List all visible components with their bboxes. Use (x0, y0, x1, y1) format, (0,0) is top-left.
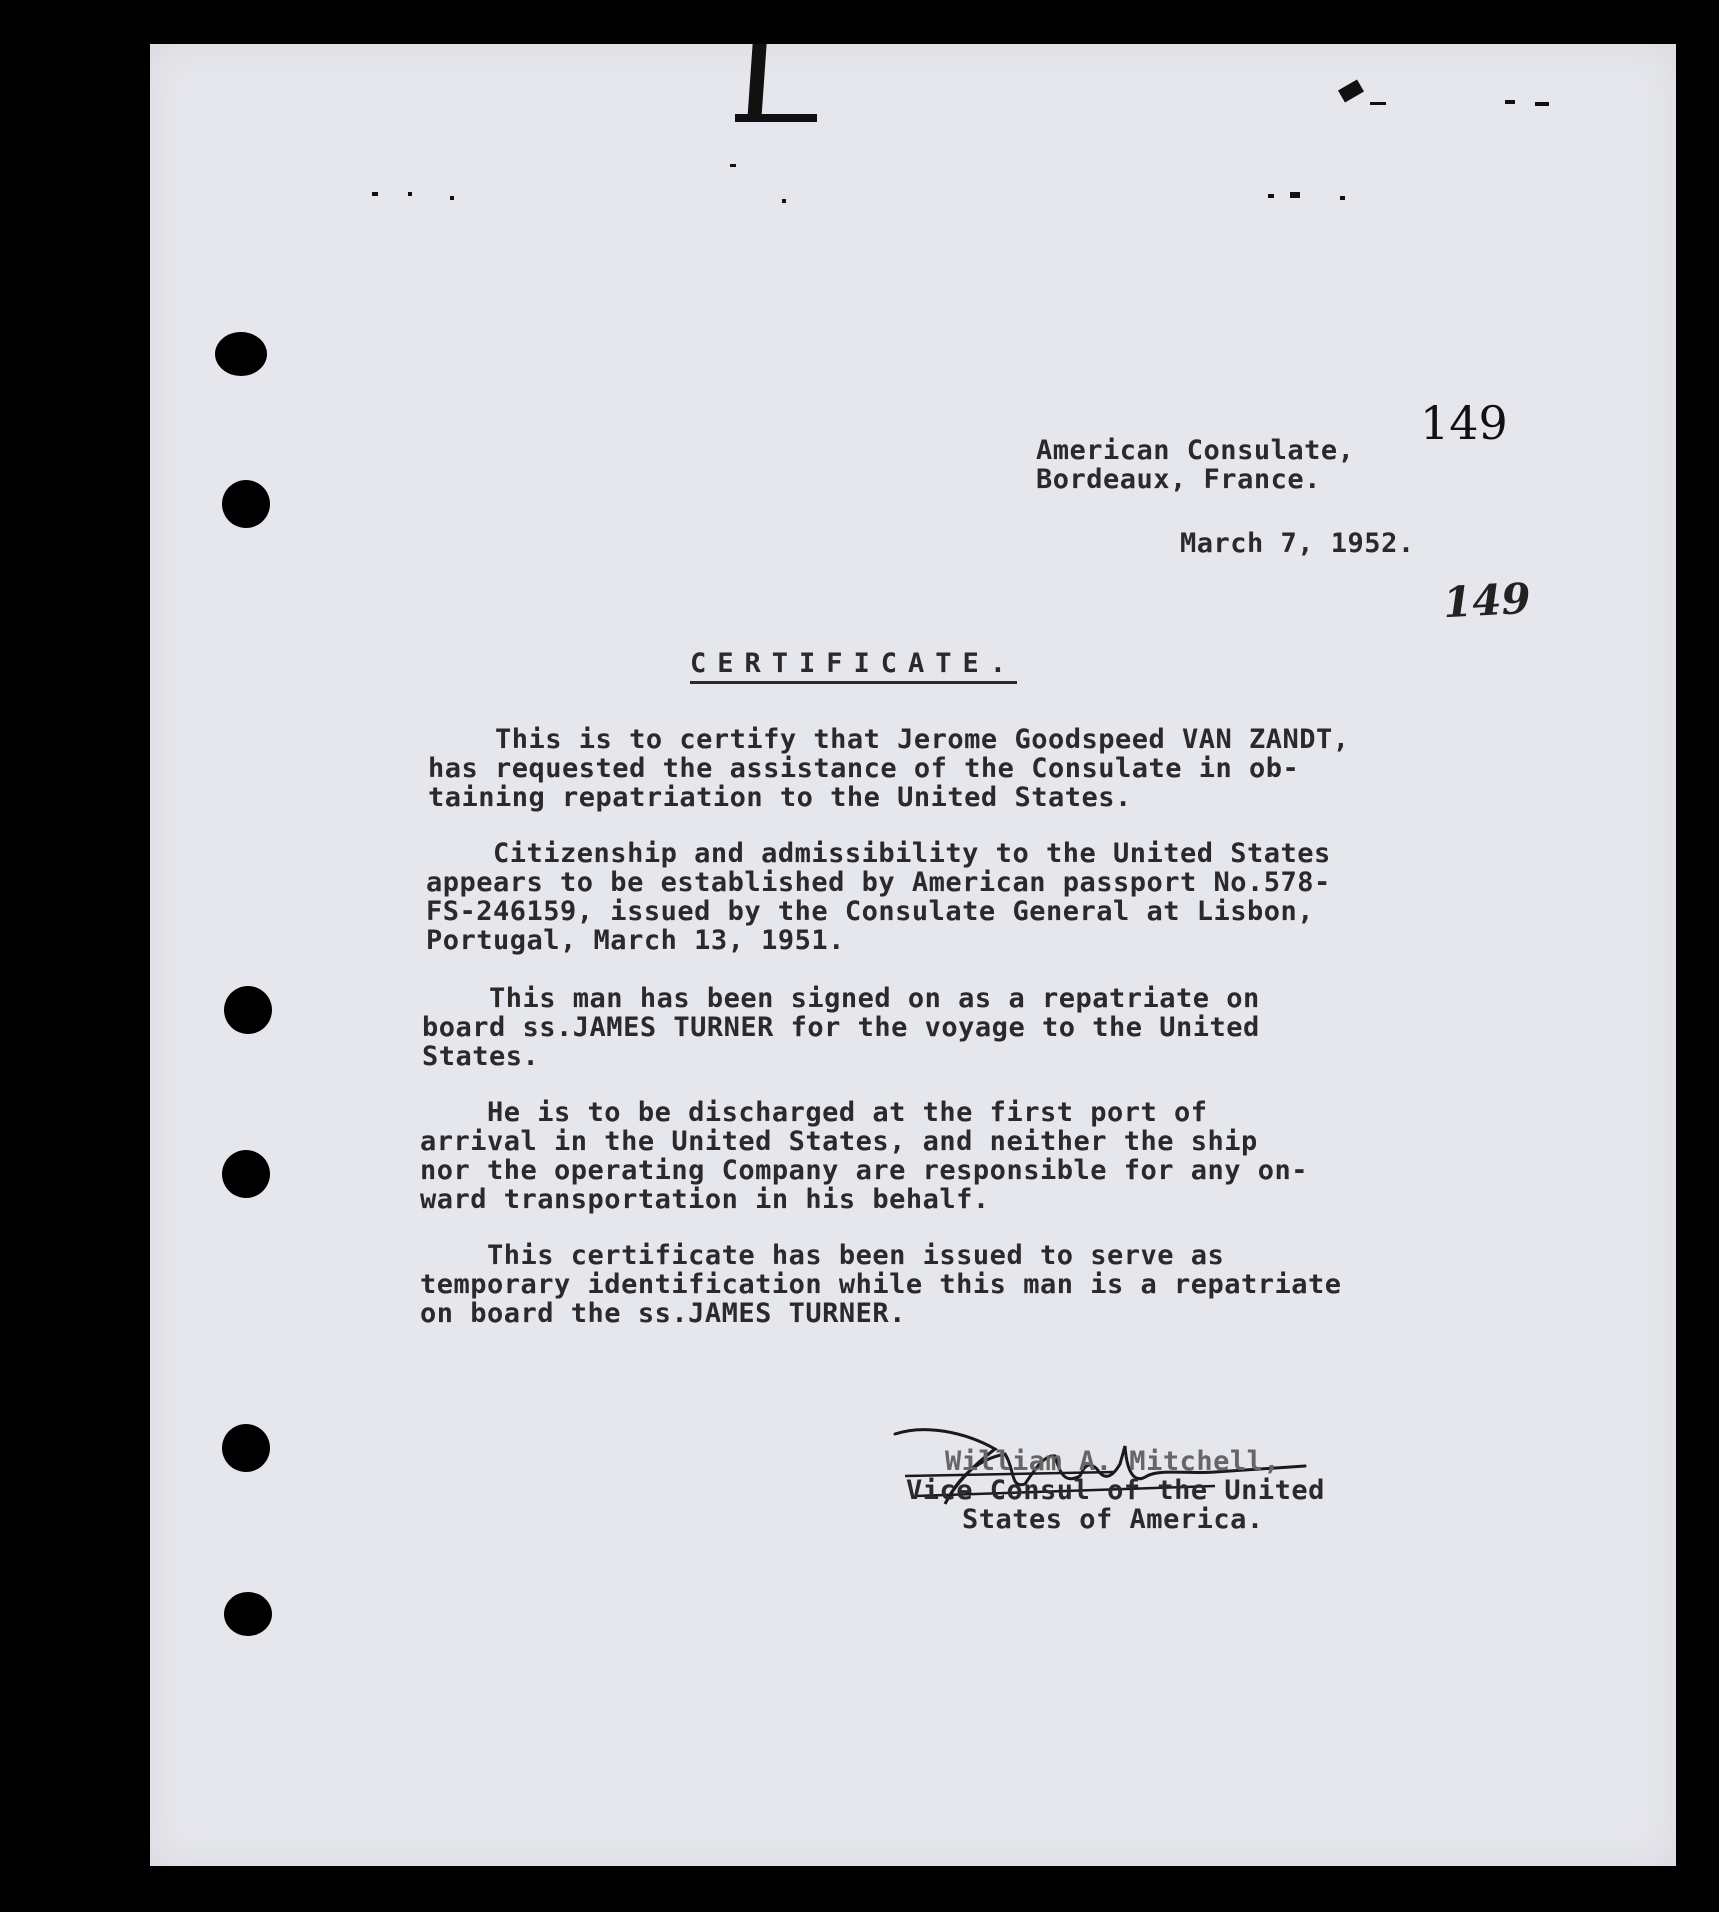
text-line: has requested the assistance of the Consulate in ob- (428, 753, 1300, 784)
document-title: CERTIFICATE. (690, 648, 1017, 684)
scan-mark (730, 164, 736, 167)
scan-mark (1268, 194, 1274, 198)
text-line: ward transportation in his behalf. (420, 1184, 990, 1215)
scan-mark (372, 192, 378, 196)
scan-mark (1290, 192, 1300, 198)
punch-hole (222, 1150, 270, 1198)
text-line: He is to be discharged at the first port of (420, 1097, 1208, 1128)
text-line: This certificate has been issued to serve as (420, 1240, 1225, 1271)
text-line: This is to certify that Jerome Goodspeed VAN ZANDT, (428, 724, 1350, 755)
scan-mark (735, 114, 817, 122)
signer-title: States of America. (962, 1504, 1264, 1535)
scan-mark (450, 196, 454, 200)
text-line: arrival in the United States, and neither the ship (420, 1126, 1258, 1157)
scan-mark (1370, 102, 1386, 105)
text-line: appears to be established by American passport No.578- (426, 867, 1331, 898)
consulate-office: American Consulate, (1036, 435, 1355, 466)
scan-mark (1535, 102, 1549, 106)
punch-hole (224, 1592, 272, 1636)
text-line: board ss.JAMES TURNER for the voyage to the United (422, 1012, 1260, 1043)
text-line: This man has been signed on as a repatriate on (422, 983, 1260, 1014)
consulate-location: Bordeaux, France. (1036, 464, 1321, 495)
scan-mark (1505, 100, 1515, 104)
scan-mark (408, 192, 412, 196)
text-line: on board the ss.JAMES TURNER. (420, 1298, 906, 1329)
text-line: nor the operating Company are responsible for any on- (420, 1155, 1309, 1186)
signer-title: Vice Consul of the United (906, 1475, 1325, 1506)
scan-mark (782, 199, 786, 203)
punch-hole (222, 480, 270, 528)
document-date: March 7, 1952. (1180, 528, 1415, 559)
paper-sheet (150, 44, 1676, 1866)
stamped-number: 149 (1441, 573, 1532, 628)
scan-mark (1338, 79, 1364, 102)
punch-hole (224, 986, 272, 1034)
text-line: Citizenship and admissibility to the United States (426, 838, 1331, 869)
scan-mark (747, 44, 766, 119)
text-line: taining repatriation to the United States. (428, 782, 1132, 813)
page-number: 149 (1420, 396, 1508, 450)
signer-name: William A. Mitchell, (945, 1446, 1281, 1477)
text-line: Portugal, March 13, 1951. (426, 925, 845, 956)
text-line: temporary identification while this man is a repatriate (420, 1269, 1342, 1300)
punch-hole (215, 332, 267, 376)
scan-mark (1340, 196, 1345, 200)
text-line: FS-246159, issued by the Consulate General at Lisbon, (426, 896, 1315, 927)
punch-hole (222, 1424, 270, 1472)
text-line: States. (422, 1041, 540, 1072)
